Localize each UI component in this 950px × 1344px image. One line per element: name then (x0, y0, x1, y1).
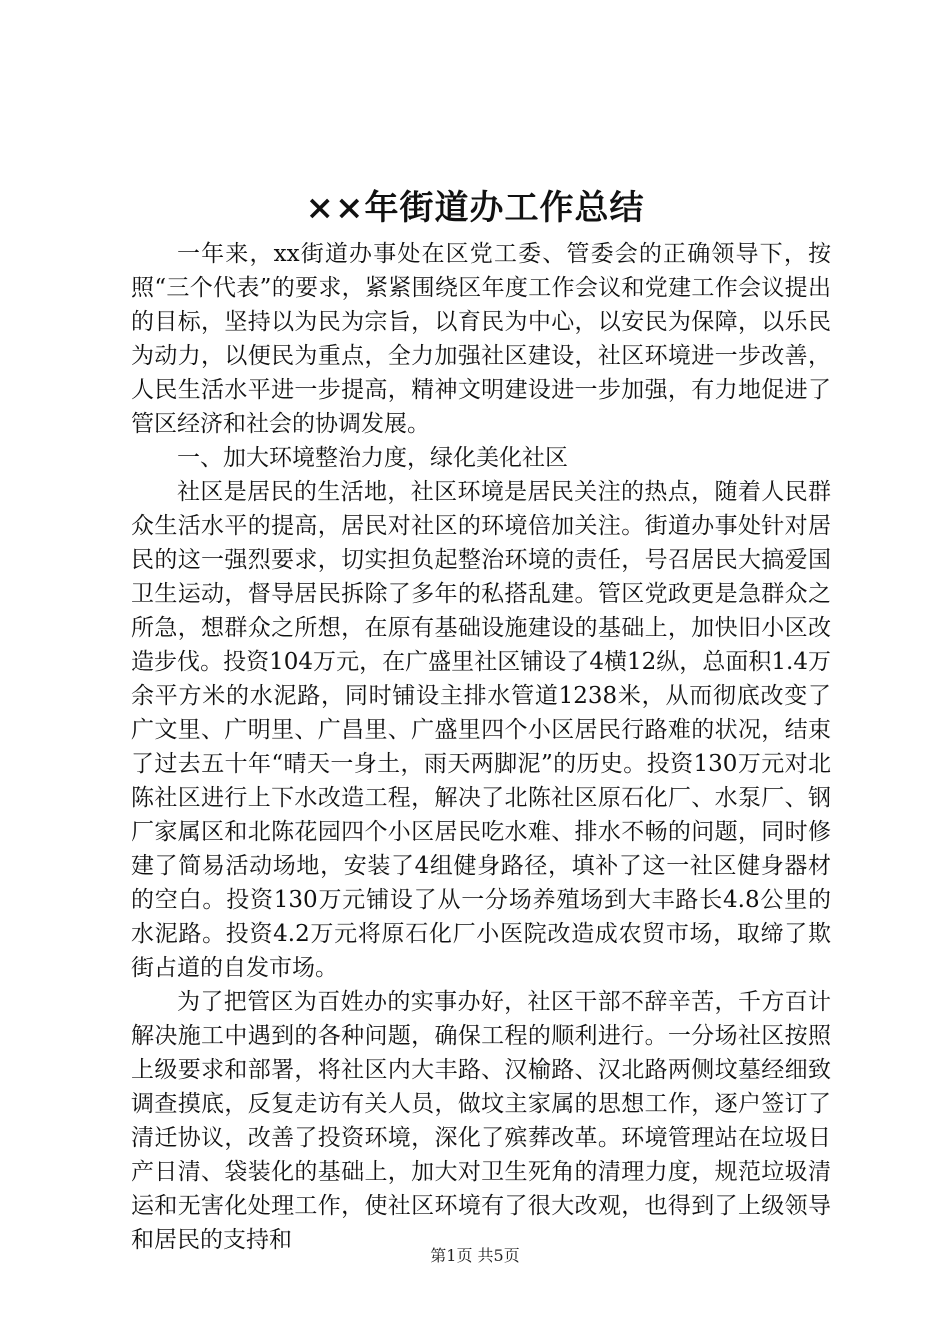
paragraph-environment: 社区是居民的生活地，社区环境是居民关注的热点，随着人民群众生活水平的提高，居民对社区的环境倍加关注。街道办事处针对居民的这一强烈要求，切实担负起整治环境的责任，号召居民大搞爱国卫生运动，督导居民拆除了多年的私搭乱建。管区党政更是急群众之所急，想群众之所想，在原有基础设施建设的基础上，加快旧小区改造步伐。投资104万元，在广盛里社区铺设了4横12纵，总面积1.4万余平方米的水泥路，同时铺设主排水管道1238米，从而彻底改变了广文里、广明里、广昌里、广盛里四个小区居民行路难的状况，结束了过去五十年“晴天一身土，雨天两脚泥”的历史。投资130万元对北陈社区进行上下水改造工程，解决了北陈社区原石化厂、水泵厂、钢厂家属区和北陈花园四个小区居民吃水难、排水不畅的问题，同时修建了简易活动场地，安装了4组健身路径，填补了这一社区健身器材的空白。投资130万元铺设了从一分场养殖场到大丰路长4.8公里的水泥路。投资4.2万元将原石化厂小医院改造成农贸市场，取缔了欺街占道的自发市场。 (131, 479, 831, 981)
paragraph-community-work: 为了把管区为百姓办的实事办好，社区干部不辞辛苦，千方百计解决施工中遇到的各种问题，确保工程的顺利进行。一分场社区按照上级要求和部署，将社区内大丰路、汉榆路、汉北路两侧坟墓经细致调查摸底，反复走访有关人员，做坟主家属的思想工作，逐户签订了清迁协议，改善了投资环境，深化了殡葬改革。环境管理站在垃圾日产日清、袋装化的基础上，加大对卫生死角的清理力度，规范垃圾清运和无害化处理工作，使社区环境有了很大改观，也得到了上级领导和居民的支持和 (131, 989, 831, 1253)
document-body (131, 237, 831, 1257)
section-heading-1: 一、加大环境整治力度，绿化美化社区 (177, 445, 568, 471)
paragraph-intro: 一年来，xx街道办事处在区党工委、管委会的正确领导下，按照“三个代表”的要求，紧紧围绕区年度工作会议和党建工作会议提出的目标，坚持以为民为宗旨，以育民为中心，以安民为保障，以乐民为动力，以便民为重点，全力加强社区建设，社区环境进一步改善，人民生活水平进一步提高，精神文明建设进一步加强，有力地促进了管区经济和社会的协调发展。 (131, 241, 831, 437)
page-footer: 第1页 共5页 (430, 1246, 520, 1265)
document-title: ××年街道办工作总结 (305, 188, 645, 228)
